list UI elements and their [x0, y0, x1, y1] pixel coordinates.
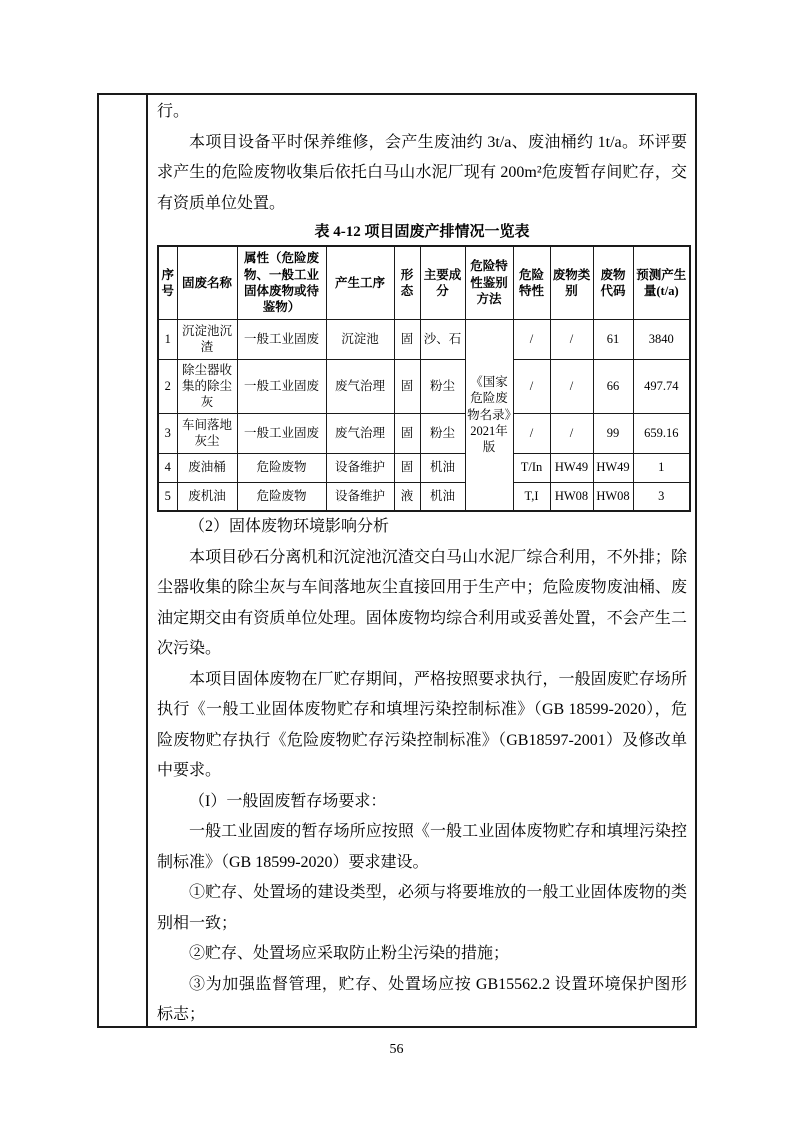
- table-cell: HW08: [593, 482, 633, 511]
- table-caption: 表 4-12 项目固废产排情况一览表: [314, 224, 530, 240]
- table-cell: 车间落地灰尘: [177, 413, 237, 453]
- table-header-row: [158, 246, 690, 319]
- column-header: 废物代码: [593, 246, 633, 319]
- table-cell: 3840: [633, 319, 690, 359]
- table-cell: T/In: [513, 453, 550, 482]
- table-cell: 3: [633, 482, 690, 511]
- column-header: 序号: [158, 246, 177, 319]
- paragraph: （I）一般固废暂存场要求：: [189, 792, 387, 810]
- table-row: [158, 453, 690, 482]
- table-cell: 3: [158, 413, 177, 453]
- column-header: 预测产生量(t/a): [633, 246, 690, 319]
- table-cell: 固: [394, 413, 420, 453]
- table-cell: 粉尘: [420, 359, 465, 413]
- column-header: 形态: [394, 246, 420, 319]
- paragraph: 一般工业固废的暂存场所应按照《一般工业固体废物贮存和填埋污染控制标准》（GB 18599-2020）要求建设。: [157, 823, 687, 871]
- table-cell: 危险废物: [237, 453, 326, 482]
- table-row: [158, 413, 690, 453]
- table-cell: 一般工业固废: [237, 359, 326, 413]
- table-cell: 61: [593, 319, 633, 359]
- paragraph: ①贮存、处置场的建设类型，必须与将要堆放的一般工业固体废物的类别相一致；: [157, 884, 687, 932]
- table-cell: 659.16: [633, 413, 690, 453]
- solid-waste-table: [157, 245, 691, 512]
- table-cell: 机油: [420, 453, 465, 482]
- table-cell: /: [513, 359, 550, 413]
- table-cell: 4: [158, 453, 177, 482]
- column-header: 危险特性: [513, 246, 550, 319]
- table-cell: /: [513, 413, 550, 453]
- table-cell: HW08: [550, 482, 593, 511]
- table-cell: 66: [593, 359, 633, 413]
- table-cell: 固: [394, 319, 420, 359]
- column-header: 固废名称: [177, 246, 237, 319]
- table-cell: 沉淀池: [326, 319, 394, 359]
- table-cell: HW49: [593, 453, 633, 482]
- table-cell: 99: [593, 413, 633, 453]
- table-cell: T,I: [513, 482, 550, 511]
- table-cell: HW49: [550, 453, 593, 482]
- table-cell: 497.74: [633, 359, 690, 413]
- table-cell: 固: [394, 453, 420, 482]
- paragraph: 本项目设备平时保养维修，会产生废油约 3t/a、废油桶约 1t/a。环评要求产生的危险废物收集后依托白马山水泥厂现有 200m²危废暂存间贮存，交有资质单位处置。: [157, 133, 687, 212]
- form-content-cell: [148, 95, 695, 1026]
- table-cell: /: [550, 319, 593, 359]
- table-cell: 沙、石: [420, 319, 465, 359]
- report-form-frame: [97, 93, 697, 1028]
- table-row: [158, 319, 690, 359]
- table-row: [158, 482, 690, 511]
- page-number: 56: [389, 1042, 404, 1057]
- table-cell: 废气治理: [326, 413, 394, 453]
- table-cell: 固: [394, 359, 420, 413]
- table-cell: 粉尘: [420, 413, 465, 453]
- table-cell: 一般工业固废: [237, 413, 326, 453]
- paragraph: （2）固体废物环境影响分析: [189, 518, 390, 535]
- table-cell: 2: [158, 359, 177, 413]
- table-cell: /: [550, 413, 593, 453]
- table-cell: 除尘器收集的除尘灰: [177, 359, 237, 413]
- table-cell: /: [513, 319, 550, 359]
- table-cell: 机油: [420, 482, 465, 511]
- column-header: 主要成分: [420, 246, 465, 319]
- table-cell: 1: [633, 453, 690, 482]
- table-row: [158, 359, 690, 413]
- method-note-cell: 《国家危险废物名录》2021年版: [465, 319, 513, 511]
- paragraph: 本项目砂石分离机和沉淀池沉渣交白马山水泥厂综合利用，不外排；除尘器收集的除尘灰与车间落地灰尘直接回用于生产中；危险废物废油桶、废油定期交由有资质单位处理。固体废物均综合利用或妥善处置，不会产生二次污染。: [157, 548, 687, 657]
- table-cell: 沉淀池沉渣: [177, 319, 237, 359]
- column-header: 废物类别: [550, 246, 593, 319]
- table-cell: 废油桶: [177, 453, 237, 482]
- table-cell: 5: [158, 482, 177, 511]
- table-cell: 液: [394, 482, 420, 511]
- form-left-column: [99, 95, 148, 1026]
- table-cell: /: [550, 359, 593, 413]
- table-cell: 1: [158, 319, 177, 359]
- table-cell: 一般工业固废: [237, 319, 326, 359]
- table-cell: 废气治理: [326, 359, 394, 413]
- column-header: 属性（危险废物、一般工业固体废物或待鉴物）: [237, 246, 326, 319]
- paragraph: ②贮存、处置场应采取防止粉尘污染的措施；: [189, 945, 510, 962]
- paragraph: ③为加强监督管理，贮存、处置场应按 GB15562.2 设置环境保护图形标志；: [157, 975, 687, 1023]
- column-header: 危险特性鉴别方法: [465, 246, 513, 319]
- table-cell: 设备维护: [326, 453, 394, 482]
- table-cell: 废机油: [177, 482, 237, 511]
- table-cell: 设备维护: [326, 482, 394, 511]
- paragraph: 本项目固体废物在厂贮存期间，严格按照要求执行，一般固废贮存场所执行《一般工业固体废物贮存和填埋污染控制标准》（GB 18599-2020），危险废物贮存执行《危险废物贮存污染控制标准》（GB18597-2001）及修改单中要求。: [157, 670, 687, 779]
- table-cell: 危险废物: [237, 482, 326, 511]
- paragraph: 行。: [157, 103, 190, 120]
- column-header: 产生工序: [326, 246, 394, 319]
